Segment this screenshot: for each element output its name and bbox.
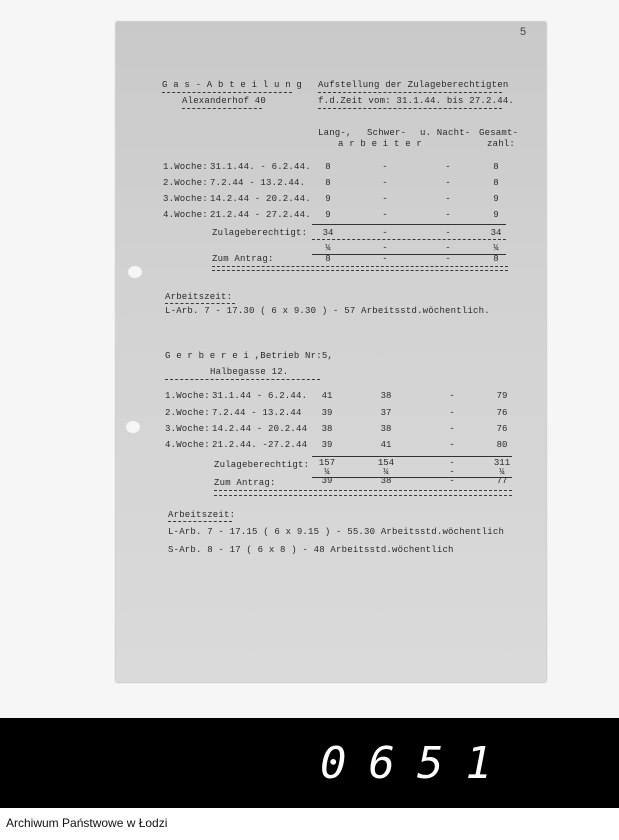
cell-nacht: - [449, 424, 455, 434]
department-title: G a s - A b t e i l u n g [162, 80, 303, 90]
double-underline [214, 490, 512, 491]
antrag-label: Zum Antrag: [214, 478, 276, 488]
antrag-label: Zum Antrag: [212, 254, 274, 264]
underline [182, 108, 262, 109]
cell-lang: 39 [321, 408, 333, 418]
cell-schwer: 38 [380, 391, 392, 401]
archive-name: Archiwum Państwowe w Łodzi [6, 816, 168, 830]
antrag-nacht: - [449, 476, 455, 486]
cell-gesamt: 8 [493, 162, 499, 172]
week-label: 3.Woche: [163, 194, 208, 204]
week-dates: 21.2.44 - 27.2.44. [210, 210, 311, 220]
cell-gesamt: 8 [493, 178, 499, 188]
quarter-gesamt: ¼ [499, 467, 505, 477]
week-label: 2.Woche: [163, 178, 208, 188]
punch-hole [128, 266, 142, 278]
week-label: 4.Woche: [165, 440, 210, 450]
double-underline [212, 270, 508, 271]
cell-schwer: 38 [380, 424, 392, 434]
cell-schwer: - [382, 194, 388, 204]
cell-lang: 9 [325, 210, 331, 220]
arbeitszeit-line: L-Arb. 7 - 17.30 ( 6 x 9.30 ) - 57 Arbeitsstd.wöchentlich. [165, 306, 490, 316]
total-nacht: - [449, 458, 455, 468]
week-dates: 21.2.44. -27.2.44 [212, 440, 308, 450]
section2-dept: G e r b e r e i ,Betrieb Nr:5, [165, 351, 334, 361]
week-label: 1.Woche: [165, 391, 210, 401]
frame-number: 0651 [320, 738, 514, 789]
week-dates: 14.2.44 - 20.2.44. [210, 194, 311, 204]
antrag-schwer: - [382, 254, 388, 264]
total-rule [312, 224, 506, 225]
quarter-nacht: - [445, 243, 451, 253]
arbeitszeit-line: L-Arb. 7 - 17.15 ( 6 x 9.15 ) - 55.30 Arbeitsstd.wöchentlich [168, 527, 505, 537]
underline [165, 379, 320, 380]
cell-lang: 38 [321, 424, 333, 434]
section2-address: Halbegasse 12. [210, 367, 289, 377]
cell-schwer: - [382, 162, 388, 172]
quarter-gesamt: ¼ [493, 243, 499, 253]
divider [312, 239, 506, 240]
total-lang: 157 [318, 458, 336, 468]
cell-gesamt: 79 [496, 391, 508, 401]
arbeitszeit-label: Arbeitszeit: [168, 510, 236, 520]
week-dates: 14.2.44 - 20.2.44 [212, 424, 308, 434]
total-schwer: - [382, 228, 388, 238]
cell-lang: 41 [321, 391, 333, 401]
total-label: Zulageberechtigt: [212, 228, 308, 238]
punch-hole [126, 421, 140, 433]
cell-nacht: - [445, 162, 451, 172]
total-nacht: - [445, 228, 451, 238]
quarter-schwer: ¼ [383, 467, 389, 477]
cell-lang: 39 [321, 440, 333, 450]
cell-nacht: - [449, 440, 455, 450]
quarter-lang: ¼ [324, 467, 330, 477]
cell-lang: 8 [325, 162, 331, 172]
week-label: 3.Woche: [165, 424, 210, 434]
underline [318, 92, 502, 93]
cell-schwer: - [382, 178, 388, 188]
antrag-gesamt: 8 [493, 254, 499, 264]
period: f.d.Zeit vom: 31.1.44. bis 27.2.44. [318, 96, 515, 106]
antrag-schwer: 38 [380, 476, 392, 486]
cell-nacht: - [445, 210, 451, 220]
week-label: 1.Woche: [163, 162, 208, 172]
cell-nacht: - [445, 194, 451, 204]
week-label: 2.Woche: [165, 408, 210, 418]
underline [165, 303, 235, 304]
week-dates: 7.2.44 - 13.2.44. [210, 178, 306, 188]
underline [162, 92, 292, 93]
department-address: Alexanderhof 40 [182, 96, 267, 106]
cell-schwer: 37 [380, 408, 392, 418]
double-underline [214, 495, 512, 496]
page-number: 5 [520, 26, 527, 38]
total-schwer: 154 [377, 458, 395, 468]
cell-nacht: - [449, 391, 455, 401]
document-title: Aufstellung der Zulageberechtigten [318, 80, 509, 90]
week-dates: 31.1.44. - 6.2.44. [210, 162, 311, 172]
cell-gesamt: 76 [496, 424, 508, 434]
total-lang: 34 [322, 228, 334, 238]
quarter-schwer: - [382, 243, 388, 253]
total-gesamt: 34 [490, 228, 502, 238]
arbeitszeit-label: Arbeitszeit: [165, 292, 233, 302]
col-header-schwer: Schwer- [367, 128, 407, 138]
total-gesamt: 311 [493, 458, 511, 468]
week-dates: 31.1.44 - 6.2.44. [212, 391, 308, 401]
col-header-lang: Lang-, [318, 128, 352, 138]
arbeitszeit-line: S-Arb. 8 - 17 ( 6 x 8 ) - 48 Arbeitsstd.wöchentlich [168, 545, 454, 555]
cell-lang: 8 [325, 178, 331, 188]
cell-gesamt: 76 [496, 408, 508, 418]
antrag-nacht: - [445, 254, 451, 264]
cell-nacht: - [449, 408, 455, 418]
col-header-gesamt: Gesamt- [479, 128, 519, 138]
antrag-gesamt: 77 [496, 476, 508, 486]
week-dates: 7.2.44 - 13.2.44 [212, 408, 302, 418]
total-rule [312, 456, 512, 457]
quarter-lang: ¼ [325, 243, 331, 253]
col-header-zahl: zahl: [487, 139, 516, 149]
cell-nacht: - [445, 178, 451, 188]
antrag-lang: 39 [321, 476, 333, 486]
cell-schwer: 41 [380, 440, 392, 450]
cell-schwer: - [382, 210, 388, 220]
underline [318, 108, 502, 109]
quarter-nacht: - [449, 467, 455, 477]
antrag-lang: 8 [325, 254, 331, 264]
cell-gesamt: 9 [493, 210, 499, 220]
week-label: 4.Woche: [163, 210, 208, 220]
col-header-arbeiter: a r b e i t e r [338, 139, 423, 149]
total-label: Zulageberechtigt: [214, 460, 310, 470]
cell-gesamt: 80 [496, 440, 508, 450]
double-underline [212, 266, 508, 267]
underline [168, 521, 232, 522]
cell-lang: 9 [325, 194, 331, 204]
cell-gesamt: 9 [493, 194, 499, 204]
col-header-nacht: u. Nacht- [420, 128, 471, 138]
